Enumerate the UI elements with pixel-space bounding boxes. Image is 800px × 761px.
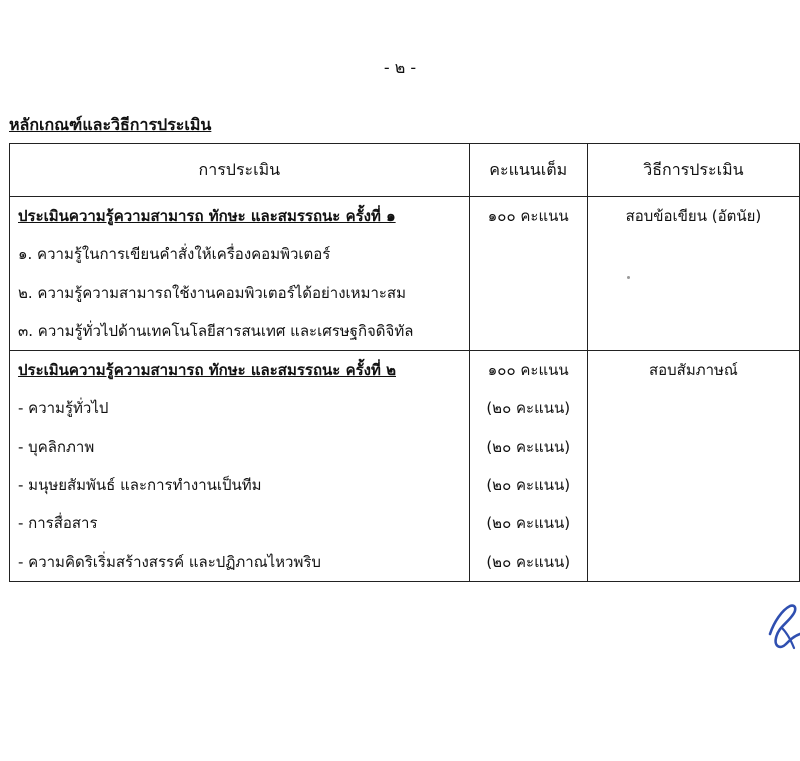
round-2-item-score: (๒๐ คะแนน): [486, 399, 571, 418]
round-1-assessment: [10, 197, 470, 351]
header-assessment: การประเมิน: [10, 144, 470, 197]
signature-mark: [764, 598, 800, 660]
round-2-item: - บุคลิกภาพ: [18, 437, 95, 456]
round-1-total-score: ๑๐๐ คะแนน: [487, 207, 569, 225]
round-2-title: ประเมินความรู้ความสามารถ ทักษะ และสมรรถนะ ครั้งที่ ๒: [18, 361, 396, 380]
round-2-total-score: ๑๐๐ คะแนน: [487, 361, 569, 380]
round-2-item-score: (๒๐ คะแนน): [486, 476, 571, 495]
round-2-item: - การสื่อสาร: [18, 514, 98, 533]
header-method: วิธีการประเมิน: [587, 144, 799, 197]
header-full-score: คะแนนเต็ม: [469, 144, 587, 197]
round-2-item: - มนุษยสัมพันธ์ และการทำงานเป็นทีม: [18, 476, 262, 495]
round-2-method: สอบสัมภาษณ์: [648, 361, 738, 380]
round-1-method-cell: [587, 197, 799, 351]
round-2-row: [10, 351, 800, 582]
round-2-method-cell: [587, 351, 799, 582]
round-1-row: [10, 197, 800, 351]
round-1-item: ๓. ความรู้ทั่วไปด้านเทคโนโลยีสารสนเทศ และเศรษฐกิจดิจิทัล: [18, 321, 414, 340]
round-2-item-score: (๒๐ คะแนน): [486, 552, 571, 571]
page-number: - ๒ -: [383, 58, 417, 77]
round-2-item-score: (๒๐ คะแนน): [486, 437, 571, 456]
table-header-row: [10, 144, 800, 197]
scan-speck: [627, 276, 630, 279]
round-2-item: - ความคิดริเริ่มสร้างสรรค์ และปฏิภาณไหวพริบ: [18, 552, 321, 571]
round-1-score-cell: [469, 197, 587, 351]
round-2-assessment: [10, 351, 470, 582]
section-title: หลักเกณฑ์และวิธีการประเมิน: [9, 115, 212, 134]
round-1-item: ๑. ความรู้ในการเขียนคำสั่งให้เครื่องคอมพิวเตอร์: [18, 245, 331, 264]
round-2-item-score: (๒๐ คะแนน): [486, 514, 571, 533]
round-2-score-cell: [469, 351, 587, 582]
round-2-item: - ความรู้ทั่วไป: [18, 399, 109, 418]
round-1-title: ประเมินความรู้ความสามารถ ทักษะ และสมรรถนะ ครั้งที่ ๑: [18, 207, 396, 225]
round-1-item: ๒. ความรู้ความสามารถใช้งานคอมพิวเตอร์ได้อย่างเหมาะสม: [18, 283, 406, 302]
criteria-table: [9, 143, 800, 582]
round-1-method: สอบข้อเขียน (อัตนัย): [625, 207, 762, 225]
